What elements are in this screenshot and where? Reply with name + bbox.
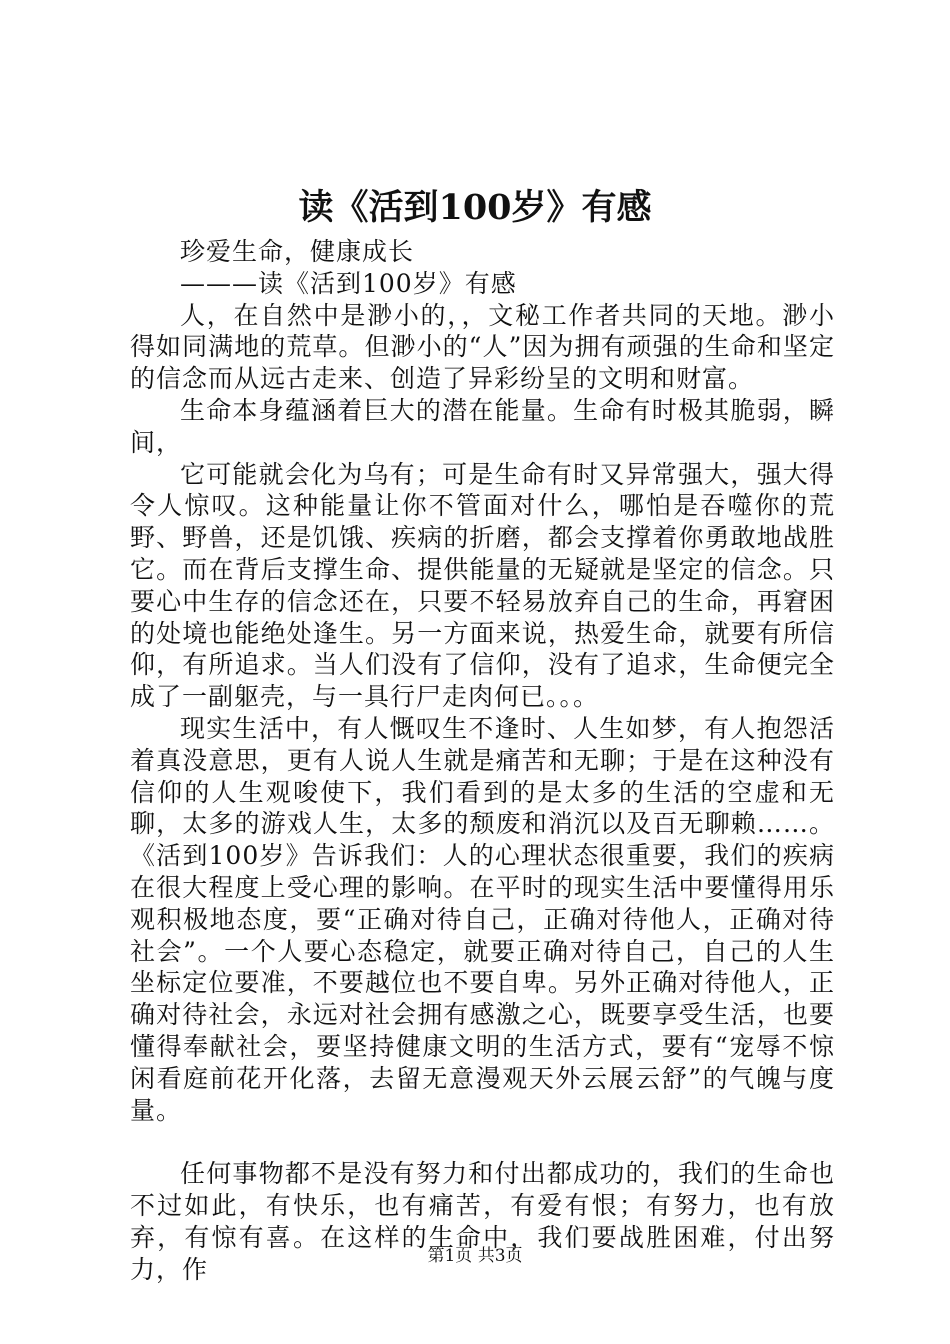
paragraph: 它可能就会化为乌有；可是生命有时又异常强大，强大得令人惊叹。这种能量让你不管面对什么，哪怕是吞噬你的荒野、野兽，还是饥饿、疾病的折磨，都会支撑着你勇敢地战胜它。而在背后支撑生命、提供能量的无疑就是坚定的信念。只要心中生存的信念还在，只要不轻易放弃自己的生命，再窘困的处境也能绝处逢生。另一方面来说，热爱生命，就要有所信仰，有所追求。当人们没有了信仰，没有了追求，生命便完全成了一副躯壳，与一具行尸走肉何已。。。 [130, 459, 835, 712]
document-body [130, 236, 835, 1285]
subtitle-byline: ———读《活到100岁》有感 [180, 268, 517, 298]
paragraph: 任何事物都不是没有努力和付出都成功的，我们的生命也不过如此，有快乐，也有痛苦，有爱有恨；有努力，也有放弃，有惊有喜。在这样的生命中，我们要战胜困难，付出努力，作 [130, 1159, 835, 1284]
document-title: 读《活到100岁》有感 [298, 187, 652, 228]
paragraph: 现实生活中，有人慨叹生不逢时、人生如梦，有人抱怨活着真没意思，更有人说人生就是痛苦和无聊；于是在这种没有信仰的人生观唆使下，我们看到的是太多的生活的空虚和无聊，太多的游戏人生，太多的颓废和消沉以及百无聊赖……。《活到100岁》告诉我们：人的心理状态很重要，我们的疾病在很大程度上受心理的影响。在平时的现实生活中要懂得用乐观积极地态度，要“正确对待自己，正确对待他人，正确对待社会”。一个人要心态稳定，就要正确对待自己，自己的人生坐标定位要准，不要越位也不要自卑。另外正确对待他人，正确对待社会，永远对社会拥有感激之心，既要享受生活，也要懂得奉献社会，要坚持健康文明的生活方式，要有“宠辱不惊闲看庭前花开化落，去留无意漫观天外云展云舒”的气魄与度量。 [130, 713, 835, 1125]
subtitle-line: 珍爱生命，健康成长 [180, 237, 415, 266]
page-number-footer: 第1页 共3页 [427, 1246, 523, 1266]
paragraph: 人，在自然中是渺小的，，文秘工作者共同的天地。渺小得如同满地的荒草。但渺小的“人”因为拥有顽强的生命和坚定的信念而从远古走来、创造了异彩纷呈的文明和财富。 [130, 300, 835, 394]
paragraph-gap [130, 1126, 835, 1158]
paragraph: 生命本身蕴涵着巨大的潜在能量。生命有时极其脆弱，瞬间， [130, 395, 835, 457]
